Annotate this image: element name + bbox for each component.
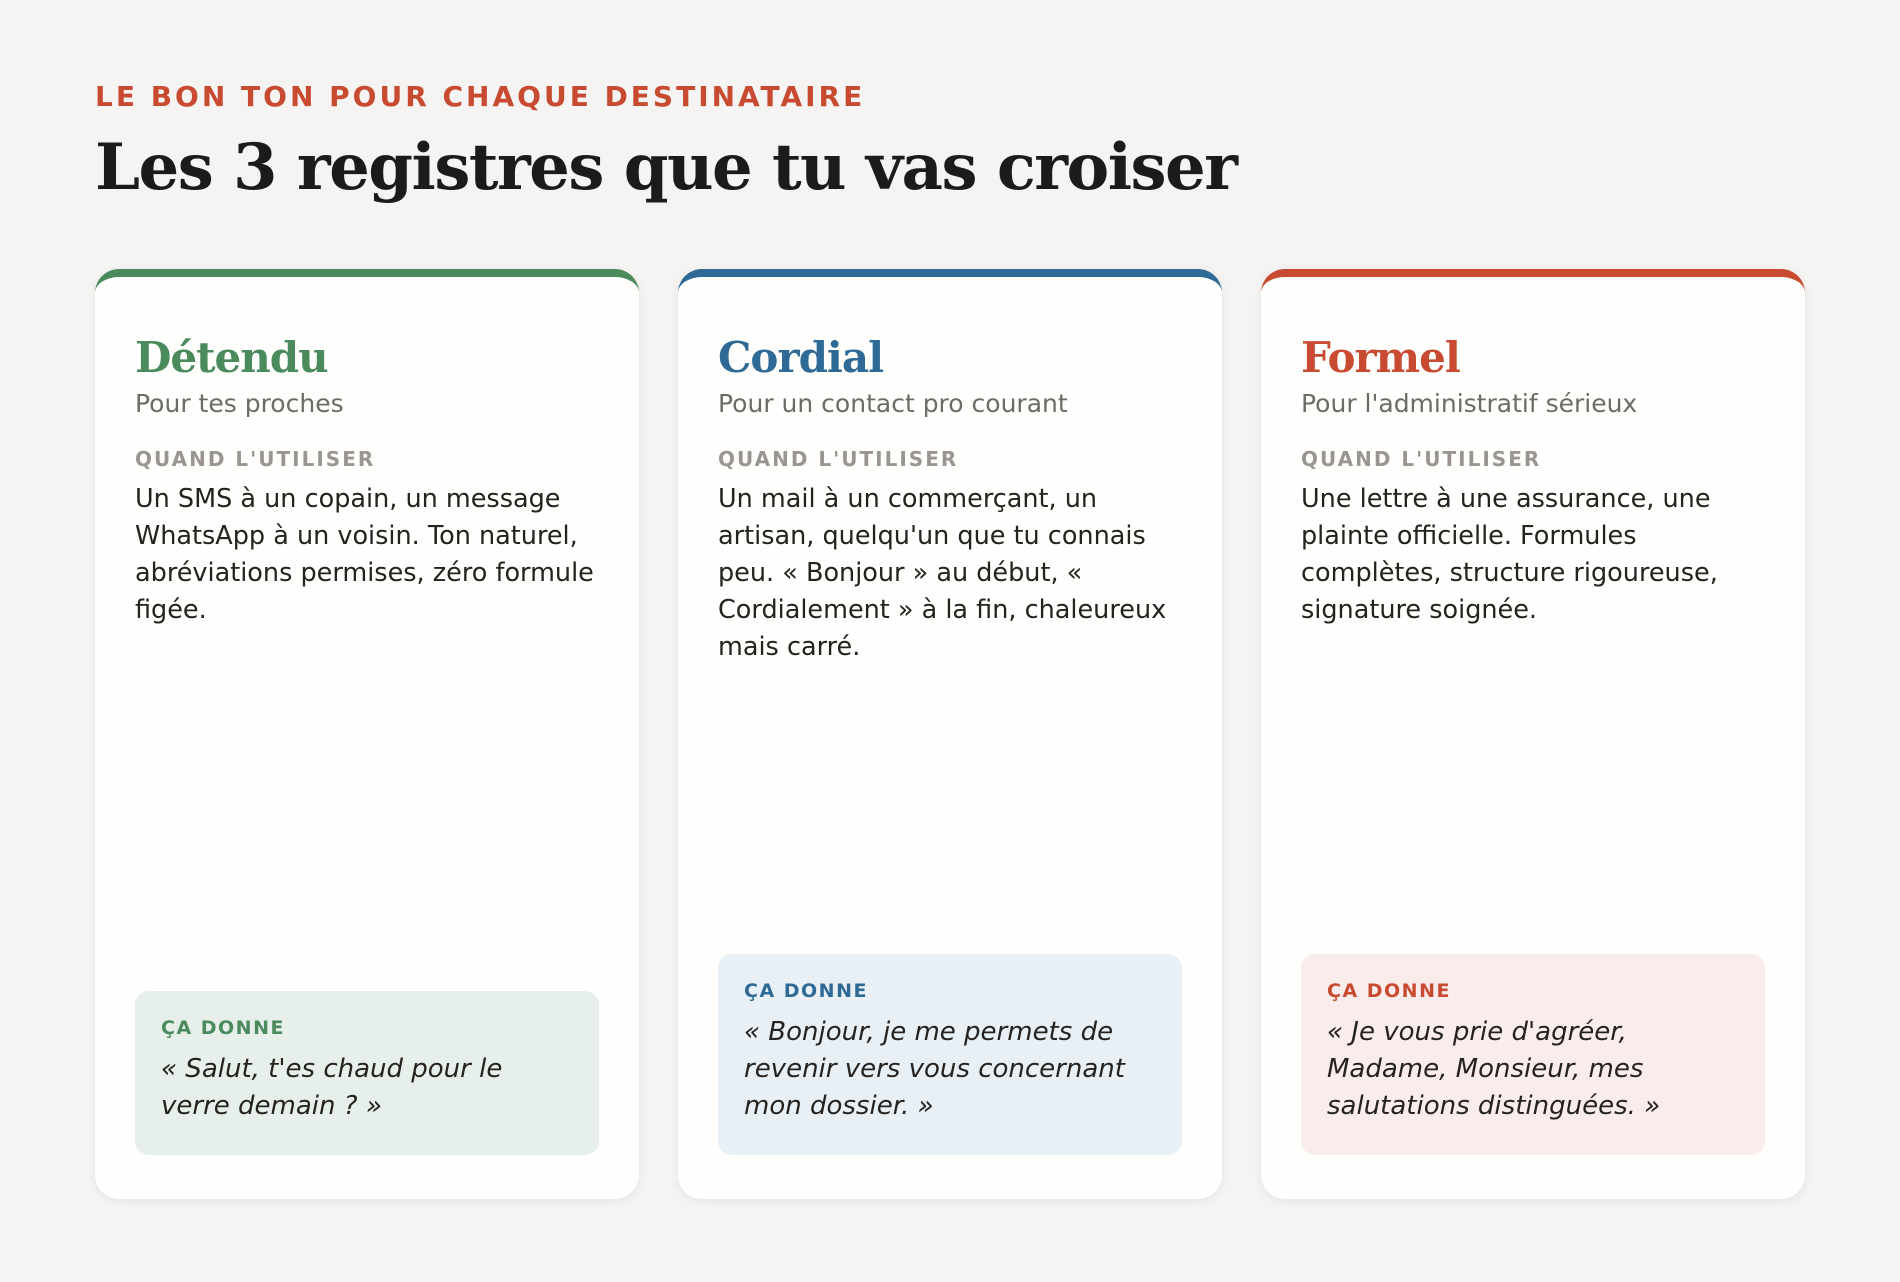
card-title: Cordial [718, 333, 884, 382]
register-cards [95, 269, 1805, 1199]
example-text: « Salut, t'es chaud pour le verre demain ? » [161, 1054, 503, 1121]
example-label: ÇA DONNE [744, 980, 868, 1002]
example-label: ÇA DONNE [1327, 980, 1451, 1002]
when-text: Un SMS à un copain, un message WhatsApp à un voisin. Ton naturel, abréviations permises, zéro formule figée. [135, 484, 594, 625]
example-label: ÇA DONNE [161, 1017, 285, 1039]
page-title: Les 3 registres que tu vas croiser [95, 130, 1237, 205]
card-formel [1261, 269, 1805, 1199]
card-subtitle: Pour l'administratif sérieux [1301, 389, 1638, 418]
card-cordial [678, 269, 1222, 1199]
example-text: « Bonjour, je me permets de revenir vers vous concernant mon dossier. » [744, 1017, 1125, 1121]
card-title: Détendu [135, 333, 328, 382]
when-text: Une lettre à une assurance, une plainte officielle. Formules complètes, structure rigoureuse, signature soignée. [1301, 484, 1718, 625]
example-text: « Je vous prie d'agréer, Madame, Monsieur, mes salutations distinguées. » [1327, 1017, 1661, 1121]
when-label: QUAND L'UTILISER [718, 447, 959, 471]
example-box [135, 991, 599, 1155]
example-box [718, 954, 1182, 1155]
when-label: QUAND L'UTILISER [135, 447, 376, 471]
example-box [1301, 954, 1765, 1155]
section-eyebrow: LE BON TON POUR CHAQUE DESTINATAIRE [95, 80, 866, 113]
card-subtitle: Pour un contact pro courant [718, 389, 1068, 418]
card-title: Formel [1301, 333, 1460, 382]
when-label: QUAND L'UTILISER [1301, 447, 1542, 471]
card-subtitle: Pour tes proches [135, 389, 344, 418]
page [95, 0, 1805, 1282]
when-text: Un mail à un commerçant, un artisan, quelqu'un que tu connais peu. « Bonjour » au début, « Cordialement » à la fin, chaleureux mais carré. [718, 484, 1167, 662]
card-detendu [95, 269, 639, 1199]
